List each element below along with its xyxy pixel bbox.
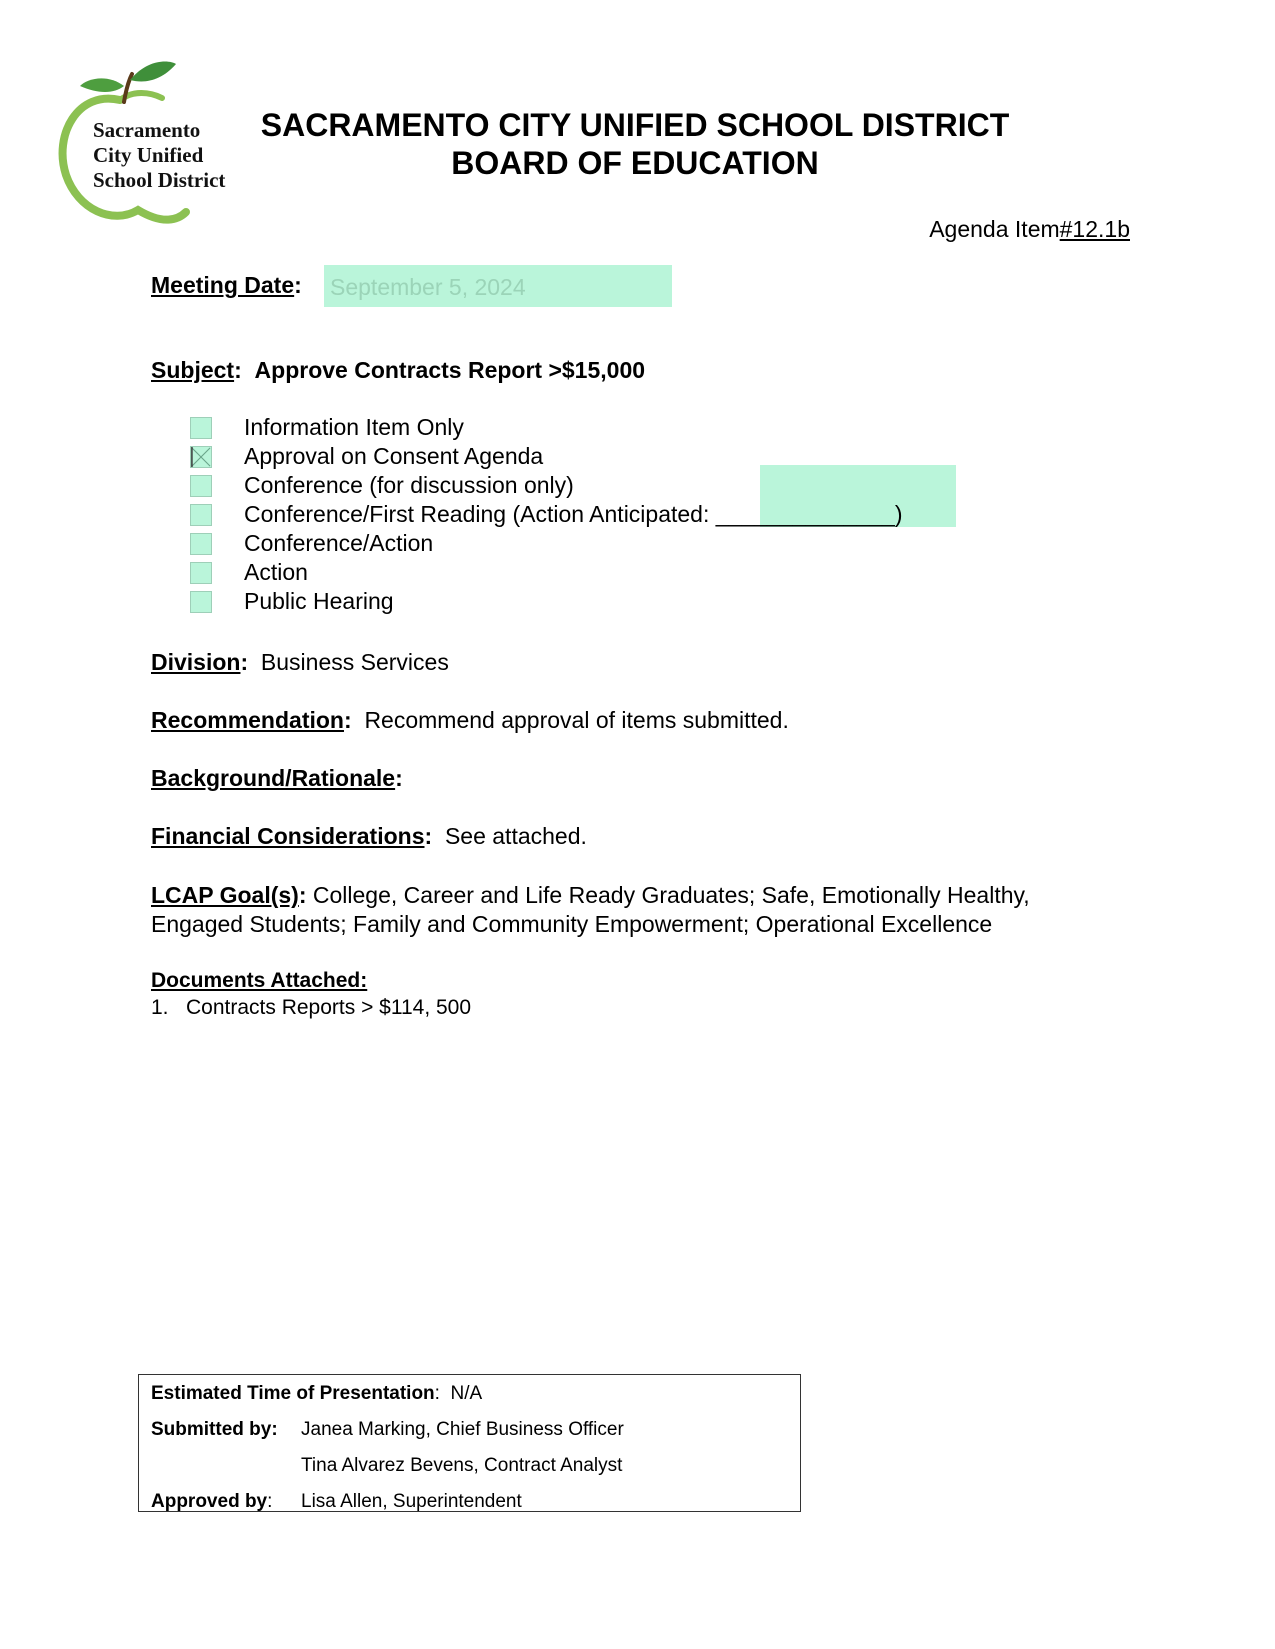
submitted-by-row [151, 1419, 278, 1441]
checkbox-label: Approval on Consent Agenda [244, 443, 544, 469]
presentation-time-row: Estimated Time of Presentation: N/A [151, 1383, 483, 1404]
financial-row: Financial Considerations: See attached. [151, 823, 587, 849]
title-line-1: SACRAMENTO CITY UNIFIED SCHOOL DISTRICT [260, 107, 1010, 143]
presentation-time-value: N/A [450, 1383, 483, 1404]
meeting-date-row: Meeting Date: [151, 272, 302, 298]
checkbox-first-reading[interactable] [190, 504, 212, 526]
checkbox-information-item[interactable] [190, 417, 212, 439]
checkbox-label: Conference (for discussion only) [244, 472, 574, 498]
title-line-2: BOARD OF EDUCATION [451, 145, 819, 181]
checkbox-label: Public Hearing [244, 588, 394, 614]
meeting-date-label: Meeting Date [151, 272, 295, 298]
recommendation-value: Recommend approval of items submitted. [364, 707, 789, 733]
checkbox-action[interactable] [190, 562, 212, 584]
checkbox-consent-agenda[interactable] [190, 446, 212, 468]
checkbox-label: Information Item Only [244, 414, 464, 440]
lcap-label: LCAP Goal(s) [151, 882, 299, 908]
lcap-value-line-2: Engaged Students; Family and Community Empowerment; Operational Excellence [151, 911, 993, 937]
division-label: Division [151, 649, 241, 675]
background-label: Background/Rationale [151, 765, 396, 791]
approved-by-label: Approved by [151, 1491, 268, 1512]
checkbox-public-hearing[interactable] [190, 591, 212, 613]
documents-section [151, 967, 471, 1021]
agenda-item [0, 216, 1130, 243]
submitted-by-value-1: Janea Marking, Chief Business Officer [301, 1419, 624, 1440]
document-item[interactable]: 1. Contracts Reports > $114, 500 [151, 996, 472, 1019]
financial-label: Financial Considerations [151, 823, 425, 849]
division-value: Business Services [260, 649, 449, 675]
approved-by-value: Lisa Allen, Superintendent [301, 1491, 522, 1512]
documents-label: Documents Attached: [151, 969, 368, 992]
checkbox-conference[interactable] [190, 475, 212, 497]
checkbox-label: Conference/Action [244, 530, 434, 556]
agenda-item-prefix: Agenda Item [929, 216, 1060, 242]
recommendation-row: Recommendation: Recommend approval of items submitted. [151, 707, 789, 733]
subject-label: Subject [151, 357, 235, 383]
signers-box [138, 1374, 801, 1512]
presentation-time-label: Estimated Time of Presentation [151, 1383, 435, 1404]
financial-value: See attached. [444, 823, 587, 849]
meeting-date-value[interactable]: September 5, 2024 [330, 274, 526, 300]
checkbox-label: Action [244, 559, 308, 585]
approved-by-row: Approved by: [151, 1491, 273, 1512]
submitted-by-label: Submitted by: [151, 1419, 278, 1440]
recommendation-label: Recommendation [151, 707, 344, 733]
submitted-by-value-2: Tina Alvarez Bevens, Contract Analyst [301, 1455, 623, 1476]
checkbox-label: Conference/First Reading (Action Anticipated: ______________) [244, 501, 903, 527]
lcap-row: LCAP Goal(s): College, Career and Life Ready Graduates; Safe, Emotionally Healthy, Engaged Students; Family and Community Empowerment; Operational Excellence [151, 882, 1030, 937]
agenda-item-number: #12.1b [1059, 216, 1130, 242]
checkbox-conference-action[interactable] [190, 533, 212, 555]
lcap-value-line-1: College, Career and Life Ready Graduates; Safe, Emotionally Healthy, [312, 882, 1030, 908]
subject-row: Subject: Approve Contracts Report >$15,000 [151, 357, 646, 383]
checkmark-x-icon [191, 447, 211, 467]
page-title [240, 106, 1030, 182]
division-row: Division: Business Services [151, 649, 449, 675]
logo-text: Sacramento City Unified School District [93, 118, 226, 192]
district-logo [58, 60, 233, 230]
subject-text: Approve Contracts Report >$15,000 [254, 357, 646, 383]
background-row: Background/Rationale: [151, 765, 403, 791]
